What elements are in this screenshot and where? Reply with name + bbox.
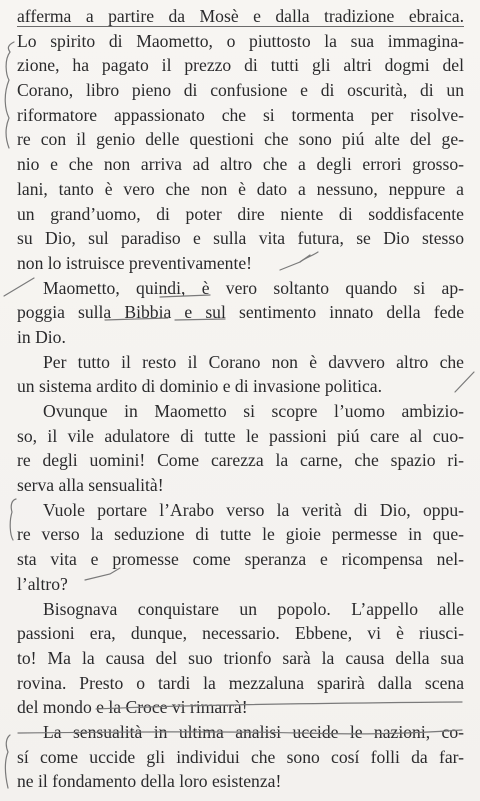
text-line: non lo istruisce preventivamente!: [17, 252, 252, 273]
text-line: Maometto, quindi, è vero soltanto quando si ap-: [43, 277, 464, 298]
text-line: sta vita e promesse come speranza e ricompensa nel-: [17, 549, 464, 570]
text-line: un sistema ardito di dominio e di invasione politica.: [17, 376, 383, 397]
text-line: Corano, libro pieno di confusione e di oscurità, di un: [17, 80, 464, 101]
text-line: un grand’uomo, di poter dire niente di soddisfacente: [17, 203, 464, 224]
text-line: La sensualità in ultima analisi uccide le nazioni, co-: [43, 721, 464, 742]
margin-bracket-mark: [10, 499, 16, 540]
text-line: zione, ha pagato il prezzo di tutti gli altri dogmi del: [17, 55, 464, 76]
paragraph-1: [17, 4, 464, 276]
text-line: re degli uomini! Come carezza la carne, che spazio ri-: [17, 450, 464, 471]
text-line: in Dio.: [17, 326, 66, 347]
text-line: lani, tanto è vero che non è dato a nessuno, neppure a: [17, 178, 464, 199]
text-line: re verso la seduzione di tutte le gioie permesse in que-: [17, 524, 464, 545]
text-line: re con il genio delle questioni che sono piú alte del ge-: [17, 129, 464, 150]
text-line: afferma a partire da Mosè e dalla tradizione ebraica.: [17, 6, 464, 26]
text-line: passioni era, dunque, necessario. Ebbene, vi è riusci-: [17, 623, 464, 644]
text-line: su Dio, sul paradiso e sulla vita futura, se Dio stesso: [17, 228, 464, 249]
margin-bracket-mark: [5, 735, 10, 788]
text-line: Vuole portare l’Arabo verso la verità di Dio, oppu-: [43, 499, 464, 520]
text-column: [17, 4, 464, 794]
text-line: Per tutto il resto il Corano non è davvero altro che: [43, 351, 464, 372]
text-line: ne il fondamento della loro esistenza!: [17, 771, 282, 792]
text-line: nio e che non arriva ad altro che a degli errori grosso-: [17, 154, 464, 175]
text-line: Lo spirito di Maometto, o piuttosto la sua immagina-: [17, 30, 464, 51]
text-line: Ovunque in Maometto si scopre l’uomo ambizio-: [43, 401, 464, 421]
text-line: rovina. Presto o tardi la mezzaluna sparirà dalla scena: [17, 672, 464, 693]
text-line: to! Ma la causa del suo trionfo sarà la causa della sua: [17, 647, 464, 668]
text-line: serva alla sensualità!: [17, 475, 164, 496]
text-line: del mondo e la Croce vi rimarrà!: [17, 697, 248, 718]
text-line: l’altro?: [17, 573, 68, 594]
paragraph-3: [17, 350, 464, 399]
paragraph-6: [17, 597, 464, 720]
paragraph-5: [17, 498, 464, 597]
text-line: sí come uccide gli individui che sono cosí folli da far-: [17, 746, 464, 767]
text-line: Bisognava conquistare un popolo. L’appello alle: [43, 598, 464, 619]
text-line: riformatore appassionato che si tormenta per risolve-: [17, 104, 464, 125]
paragraph-4: [17, 399, 464, 498]
text-line: so, il vile adulatore di tutte le passioni piú care al cuo-: [17, 425, 464, 446]
margin-bracket-mark: [5, 42, 14, 148]
paragraph-7: [17, 720, 464, 794]
paragraph-2: [17, 276, 464, 350]
text-line: poggia sulla Bibbia e sul sentimento innato della fede: [17, 302, 464, 323]
